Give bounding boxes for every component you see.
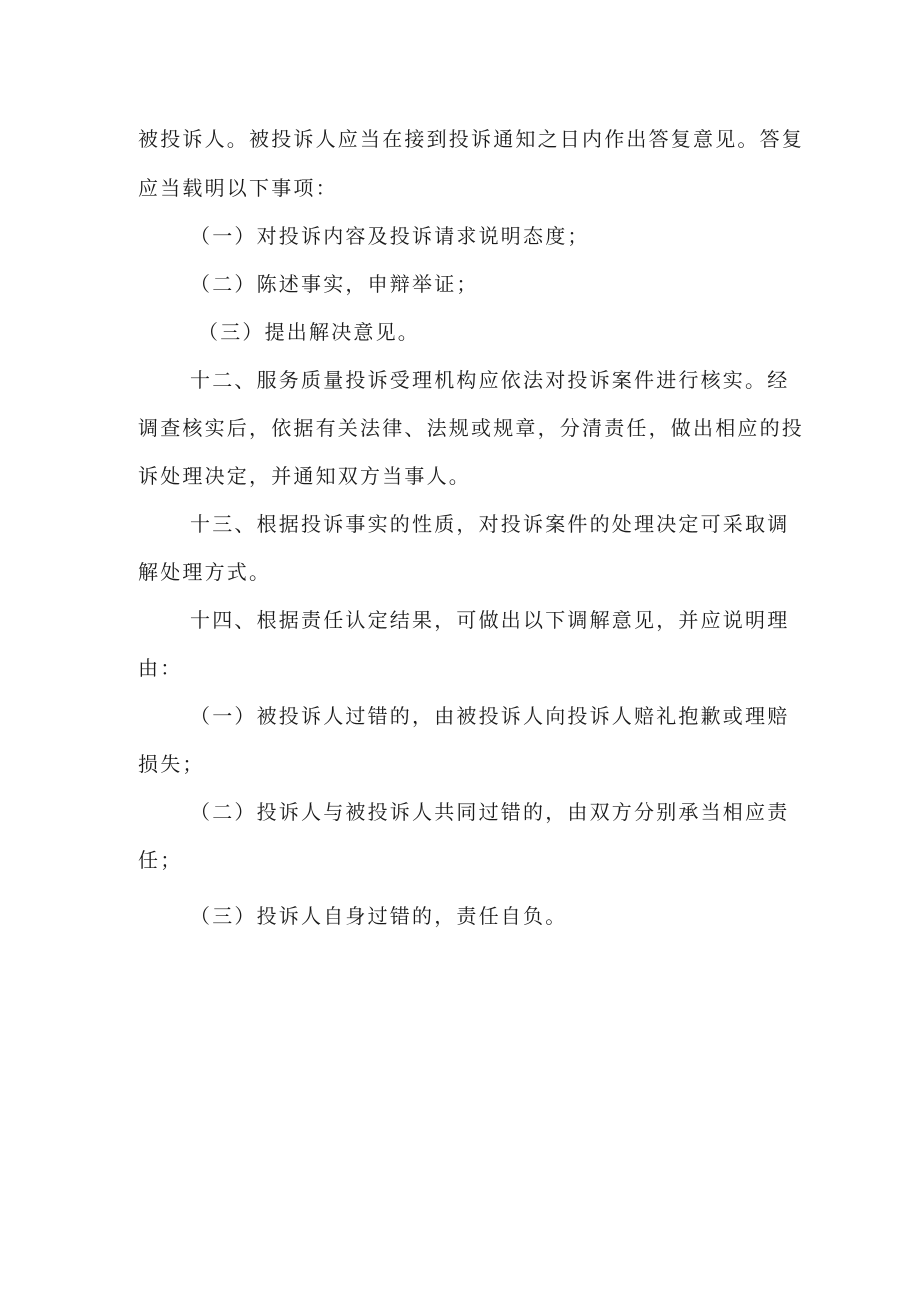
- text-line: （三）投诉人自身过错的，责任自负。: [190, 904, 568, 928]
- text-line: （一）被投诉人过错的，由被投诉人向投诉人赔礼抱歉或理赔: [190, 704, 790, 728]
- text-line: 十三、根据投诉事实的性质，对投诉案件的处理决定可采取调: [190, 512, 790, 536]
- text-line: 调查核实后，依据有关法律、法规或规章，分清责任，做出相应的投: [138, 416, 804, 440]
- text-line: 损失；: [138, 752, 205, 776]
- text-line: 解处理方式。: [138, 560, 272, 584]
- text-line: （二）投诉人与被投诉人共同过错的，由双方分别承当相应责: [190, 800, 790, 824]
- text-line: 由：: [138, 656, 183, 680]
- text-line: 应当载明以下事项：: [138, 176, 338, 200]
- text-line: 诉处理决定，并通知双方当事人。: [138, 464, 471, 488]
- text-line: （二）陈述事实，申辩举证；: [190, 272, 479, 296]
- text-line: （三）提出解决意见。: [198, 320, 420, 344]
- text-line: 任；: [138, 848, 183, 872]
- text-line: （一）对投诉内容及投诉请求说明态度；: [190, 224, 590, 248]
- text-line: 被投诉人。被投诉人应当在接到投诉通知之日内作出答复意见。答复: [138, 127, 804, 151]
- text-line: 十四、根据责任认定结果，可做出以下调解意见，并应说明理: [190, 608, 790, 632]
- text-line: 十二、服务质量投诉受理机构应依法对投诉案件进行核实。经: [190, 368, 790, 392]
